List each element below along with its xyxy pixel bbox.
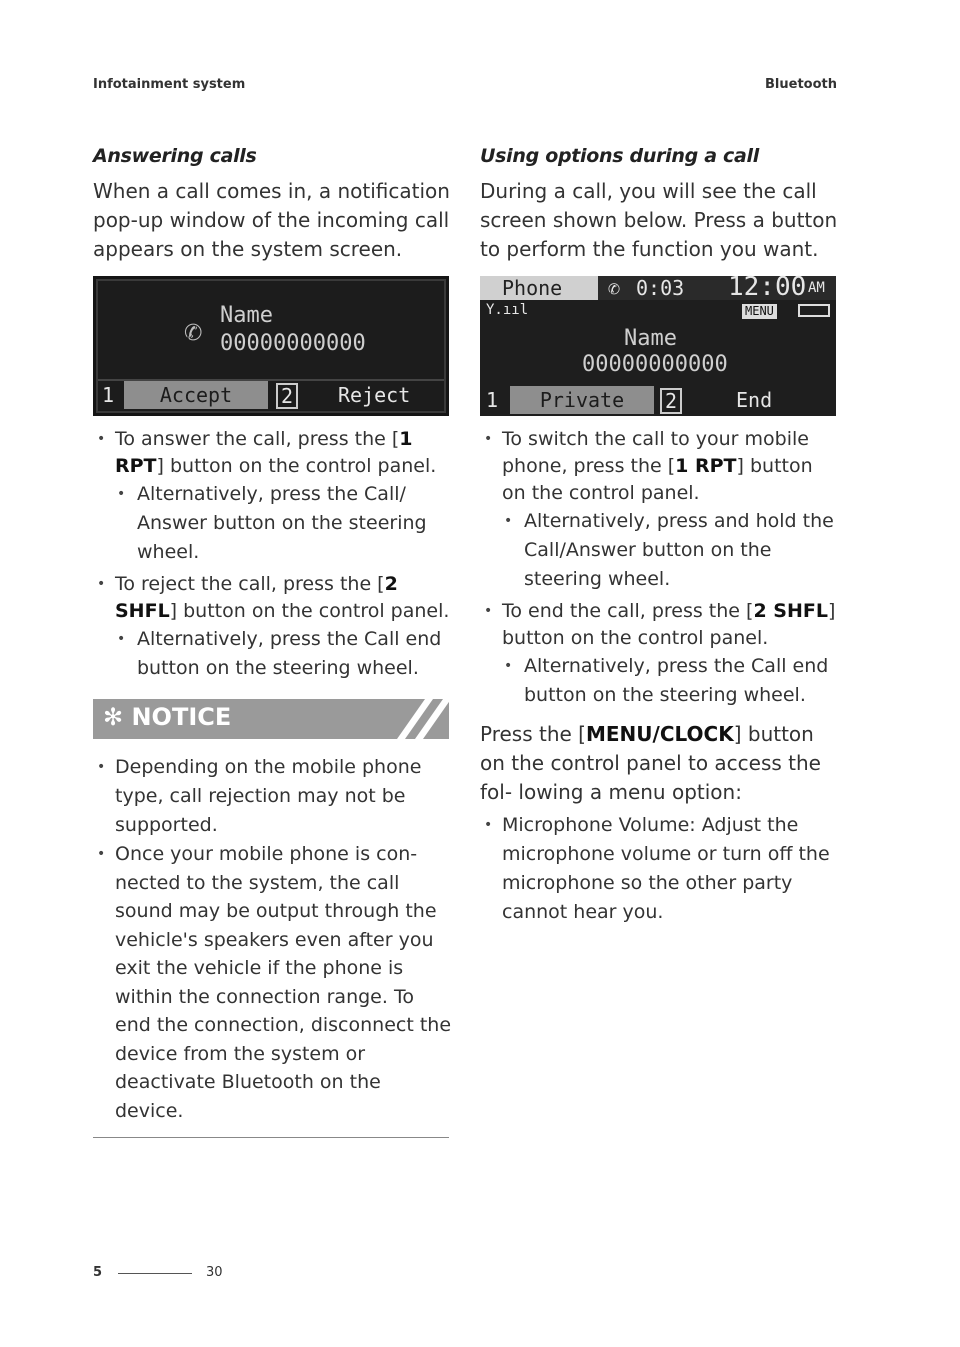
options-intro: During a call, you will see the call screen shown below. Press a button to perform the function you want.: [480, 179, 838, 261]
left-column: [93, 145, 453, 1138]
shfl-key-label: 2 SHFL: [115, 573, 398, 622]
rpt-key-label: 1 RPT: [675, 455, 737, 477]
key-1-label: 1: [486, 388, 499, 412]
end-sub-bullet: • Alternatively, press the Call end button on the steering wheel.: [480, 652, 840, 710]
notice-end-rule: [93, 1137, 449, 1138]
notice-item-rejection: • Depending on the mobile phone type, call rejection may not be supported.: [93, 753, 453, 840]
answering-intro: When a call comes in, a notification pop-up window of the incoming call appears on the system screen.: [93, 179, 450, 261]
rpt-key-label: 1 RPT: [115, 428, 413, 477]
menu-clock-key: MENU/CLOCK: [585, 722, 734, 746]
in-call-screen: [480, 272, 836, 416]
answer-bullet: • To answer the call, press the [1 RPT] button on the control panel.: [93, 426, 453, 480]
key-2-label: 2: [276, 383, 298, 409]
caller-name: Name: [220, 303, 273, 328]
shfl-key-label: 2 SHFL: [753, 600, 828, 622]
footer-rule: [118, 1273, 192, 1274]
header-section-left: Infotainment system: [93, 77, 246, 92]
answering-calls-title: Answering calls: [93, 145, 257, 167]
switch-bullet: • To switch the call to your mobile phone, press the [1 RPT] button on the control panel.: [480, 426, 840, 507]
menu-indicator: MENU: [742, 304, 777, 319]
using-options-title: Using options during a call: [480, 145, 759, 167]
key-1-label: 1: [102, 383, 115, 407]
notice-item-connection: • Once your mobile phone is con- nected to the system, the call sound may be output through the vehicle's speakers even after you exit the vehicle if the phone is within the connection range. To end the connection, disconnect the device from the system or deactivate Bluetooth on the device.: [93, 840, 453, 1125]
menu-paragraph: Press the [MENU/CLOCK] button on the control panel to access the fol- lowing a menu option:: [480, 722, 821, 804]
reject-softkey[interactable]: Reject: [338, 383, 411, 407]
answer-sub-bullet: • Alternatively, press the Call/ Answer button on the steering wheel.: [93, 480, 453, 567]
phone-tab-label: Phone: [502, 276, 563, 300]
battery-icon: [798, 304, 830, 317]
reject-sub-bullet: • Alternatively, press the Call end button on the steering wheel.: [93, 625, 453, 683]
caller-number: 00000000000: [220, 331, 366, 356]
microphone-volume-item: • Microphone Volume: Adjust the microphone volume or turn off the microphone so the other party cannot hear you.: [480, 811, 840, 927]
accept-softkey[interactable]: Accept: [124, 381, 268, 409]
chapter-number: 5: [93, 1265, 103, 1280]
clock-time: 12:00: [728, 272, 807, 302]
key-2-label: 2: [660, 388, 682, 414]
reject-bullet: • To reject the call, press the [2 SHFL] button on the control panel.: [93, 571, 453, 625]
incoming-call-screen: [93, 276, 449, 416]
notice-banner: [93, 699, 449, 739]
caller-name: Name: [624, 326, 677, 351]
end-softkey[interactable]: End: [736, 388, 773, 412]
call-timer-icon: ✆: [608, 276, 621, 300]
signal-strength-icon: Y.ııl: [486, 302, 529, 318]
header-section-right: Bluetooth: [765, 77, 837, 92]
clock-ampm: AM: [808, 280, 825, 296]
asterisk-icon: ✻: [103, 703, 132, 731]
switch-sub-bullet: • Alternatively, press and hold the Call/Answer button on the steering wheel.: [480, 507, 840, 594]
page-number: 30: [206, 1265, 223, 1280]
call-timer: 0:03: [636, 276, 685, 300]
end-bullet: • To end the call, press the [2 SHFL] button on the control panel.: [480, 598, 840, 652]
call-incoming-icon: ✆: [184, 321, 203, 346]
notice-title: NOTICE: [131, 703, 232, 731]
caller-number: 00000000000: [582, 352, 728, 377]
private-softkey[interactable]: Private: [510, 386, 654, 414]
right-column: [480, 145, 840, 927]
